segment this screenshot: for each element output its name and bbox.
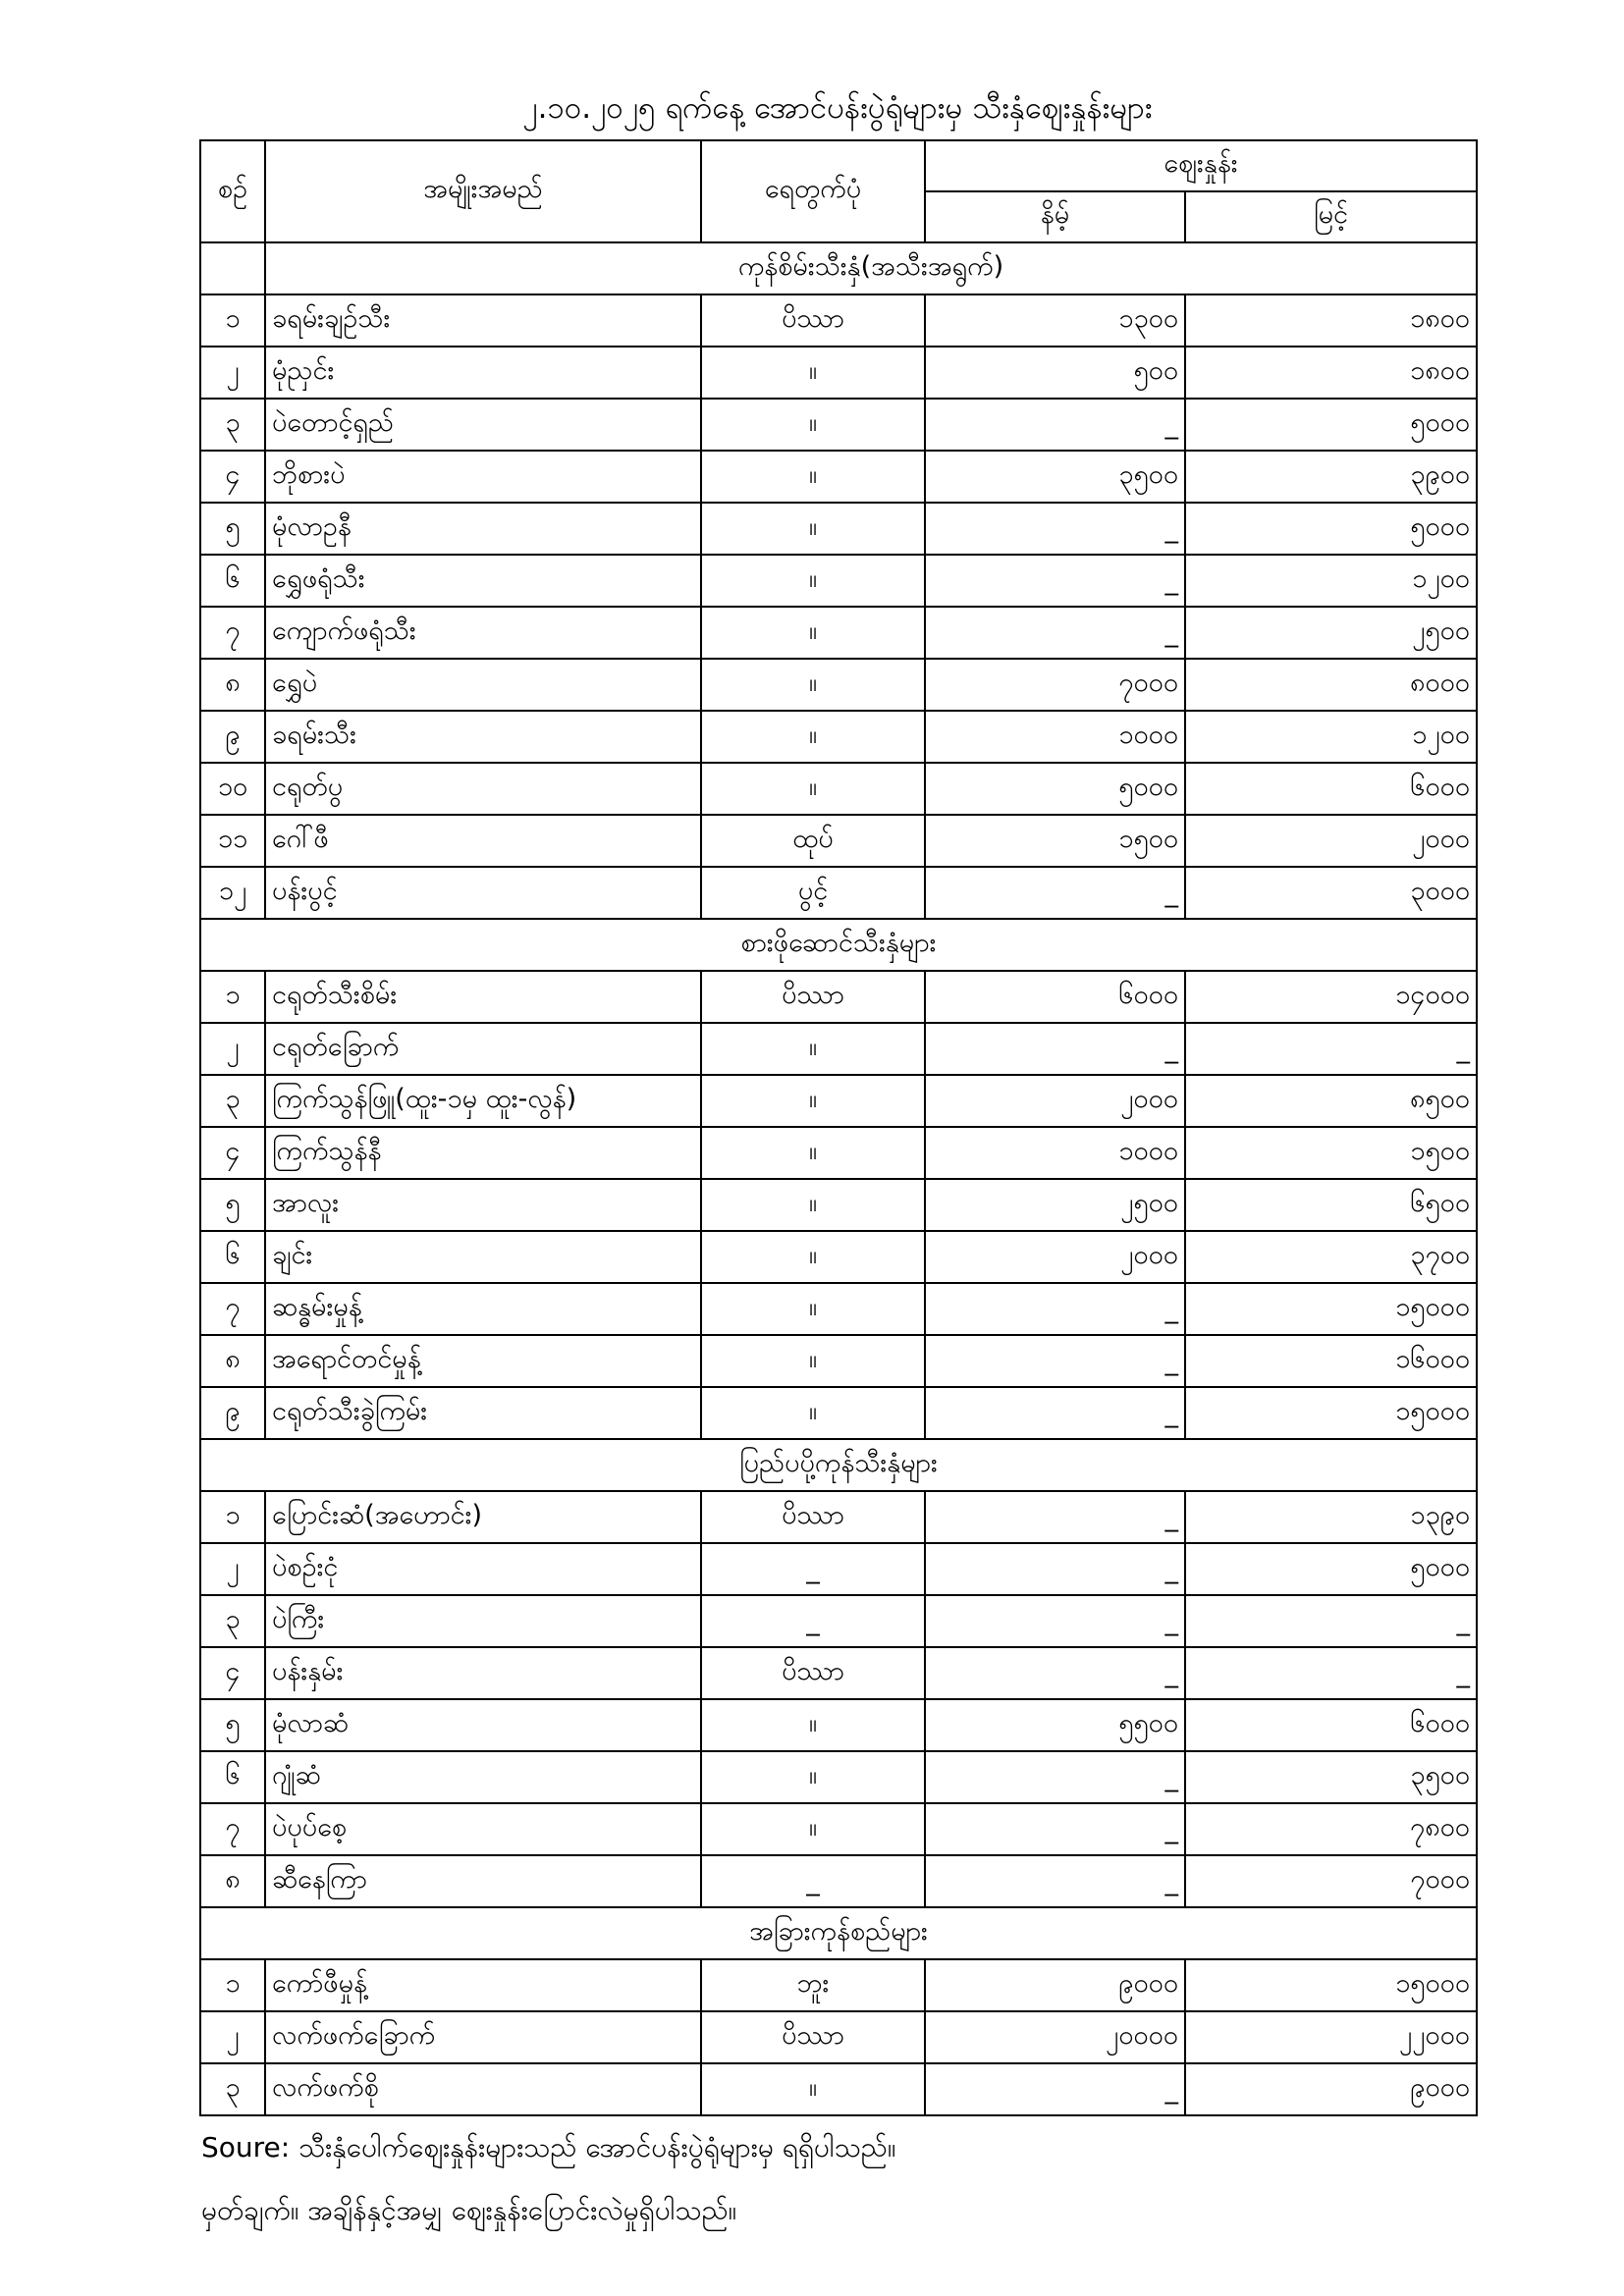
price-high: ၇၈၀၀ [1185,1803,1477,1855]
row-number: ၃ [200,1075,265,1127]
unit: ။ [701,1179,925,1231]
price-high: ၁၅၀၀၀ [1185,1959,1477,2011]
section-row [200,1907,1477,1959]
price-low: ၁၀၀၀ [925,711,1185,763]
row-number: ၄ [200,451,265,503]
price-low: ၇၀၀၀ [925,659,1185,711]
table-row [200,1959,1477,2011]
price-high: ၁၅၀၀၀ [1185,1387,1477,1439]
section-row [200,242,1477,294]
header-name: အမျိုးအမည် [265,140,701,242]
price-low: _ [925,1803,1185,1855]
unit: ။ [701,503,925,555]
item-name: မုံလာဆံ [265,1699,701,1751]
row-number: ၆ [200,1751,265,1803]
row-number: ၁၂ [200,867,265,919]
section-title: ပြည်ပပို့ကုန်သီးနှံများ [200,1439,1477,1491]
table-row [200,1127,1477,1179]
table-row [200,1023,1477,1075]
price-high: _ [1185,1595,1477,1647]
remark-note: မှတ်ချက်။ အချိန်နှင့်အမျှ ဈေးနှုန်းပြောင်းလဲမှုရှိပါသည်။ [201,2194,737,2226]
item-name: ပဲစဉ်းငုံ [265,1543,701,1595]
price-low: _ [925,1023,1185,1075]
row-number: ၅ [200,503,265,555]
row-number: ၁ [200,971,265,1023]
section-row [200,919,1477,971]
unit: ။ [701,1283,925,1335]
table-row [200,1283,1477,1335]
price-low: ၁၀၀၀ [925,1127,1185,1179]
price-high: ၃၅၀၀ [1185,1751,1477,1803]
section-title: စားဖိုဆောင်သီးနှံများ [200,919,1477,971]
item-name: ပဲတောင့်ရှည် [265,399,701,451]
row-number: ၂ [200,1543,265,1595]
unit: ပိဿာ [701,1491,925,1543]
table-row [200,399,1477,451]
section-blank-cell [200,242,265,294]
price-high: ၆၅၀၀ [1185,1179,1477,1231]
table-row [200,347,1477,399]
unit: ။ [701,763,925,815]
row-number: ၁ [200,1959,265,2011]
unit: ။ [701,1335,925,1387]
item-name: ပန်းပွင့် [265,867,701,919]
price-high: ၂၅၀၀ [1185,607,1477,659]
table-row [200,1595,1477,1647]
unit: _ [701,1595,925,1647]
price-high: ၁၅၀၀၀ [1185,1283,1477,1335]
price-low: ၅၅၀၀ [925,1699,1185,1751]
row-number: ၃ [200,399,265,451]
item-name: အာလူး [265,1179,701,1231]
table-row [200,659,1477,711]
unit: ။ [701,1751,925,1803]
table-row [200,503,1477,555]
item-name: ပြောင်းဆံ(အဟောင်း) [265,1491,701,1543]
table-row [200,555,1477,607]
table-row [200,1543,1477,1595]
table-row [200,1335,1477,1387]
price-low: ၆၀၀၀ [925,971,1185,1023]
unit: ပိဿာ [701,971,925,1023]
item-name: ငရုတ်သီးခွဲကြမ်း [265,1387,701,1439]
row-number: ၈ [200,1855,265,1907]
price-low: ၅၀၀၀ [925,763,1185,815]
price-low: _ [925,399,1185,451]
row-number: ၁၁ [200,815,265,867]
table-row [200,1231,1477,1283]
price-low: ၂၀၀၀ [925,1075,1185,1127]
source-note: Soure: သီးနှံပေါက်ဈေးနှုန်းများသည် အောင်ပန်းပွဲရုံများမှ ရရှိပါသည်။ [201,2131,896,2163]
table-row [200,711,1477,763]
table-row [200,607,1477,659]
unit: ။ [701,607,925,659]
unit: ။ [701,1699,925,1751]
row-number: ၆ [200,555,265,607]
price-low: _ [925,555,1185,607]
unit: ။ [701,1075,925,1127]
row-number: ၃ [200,2063,265,2115]
row-number: ၈ [200,659,265,711]
item-name: ချင်း [265,1231,701,1283]
item-name: ရွှေဖရုံသီး [265,555,701,607]
price-low: _ [925,1491,1185,1543]
row-number: ၇ [200,1283,265,1335]
page-title: ၂.၁၀.၂၀၂၅ ရက်နေ့ အောင်ပန်းပွဲရုံများမှ သီးနှံဈေးနှုန်းများ [522,90,1153,126]
unit: ။ [701,347,925,399]
item-name: ပန်းနှမ်း [265,1647,701,1699]
unit: ပိဿာ [701,294,925,347]
unit: ။ [701,451,925,503]
table-row [200,1387,1477,1439]
item-name: ခရမ်းသီး [265,711,701,763]
price-low: ၉၀၀၀ [925,1959,1185,2011]
unit: ပွင့် [701,867,925,919]
item-name: မုံလာဥနီ [265,503,701,555]
price-high: ၈၀၀၀ [1185,659,1477,711]
unit: ။ [701,399,925,451]
price-low: _ [925,1543,1185,1595]
unit: ။ [701,1231,925,1283]
price-low: ၂၀၀၀၀ [925,2011,1185,2063]
price-high: _ [1185,1647,1477,1699]
row-number: ၂ [200,347,265,399]
price-high: ၃၇၀၀ [1185,1231,1477,1283]
row-number: ၆ [200,1231,265,1283]
price-high: _ [1185,1023,1477,1075]
price-high: ၅၀၀၀ [1185,399,1477,451]
table-row [200,294,1477,347]
table-row [200,971,1477,1023]
unit: ။ [701,1023,925,1075]
table-row [200,1803,1477,1855]
item-name: ကျောက်ဖရုံသီး [265,607,701,659]
item-name: ရွှေပဲ [265,659,701,711]
row-number: ၄ [200,1127,265,1179]
price-low: _ [925,1283,1185,1335]
price-low: ၅၀၀ [925,347,1185,399]
header-low: နိမ့် [925,191,1185,242]
unit: ။ [701,555,925,607]
unit: ။ [701,1387,925,1439]
price-high: ၁၅၀၀ [1185,1127,1477,1179]
price-high: ၂၂၀၀၀ [1185,2011,1477,2063]
row-number: ၇ [200,1803,265,1855]
price-high: ၁၈၀၀ [1185,347,1477,399]
unit: ။ [701,1803,925,1855]
price-high: ၁၈၀၀ [1185,294,1477,347]
row-number: ၉ [200,711,265,763]
table-row [200,763,1477,815]
table-row [200,1855,1477,1907]
table-row [200,1075,1477,1127]
price-low: _ [925,867,1185,919]
unit: ။ [701,659,925,711]
price-high: ၇၀၀၀ [1185,1855,1477,1907]
section-title: ကုန်စိမ်းသီးနှံ(အသီးအရွက်) [265,242,1477,294]
row-number: ၂ [200,2011,265,2063]
price-high: ၅၀၀၀ [1185,1543,1477,1595]
item-name: အရောင်တင်မှုန့် [265,1335,701,1387]
price-low: _ [925,1387,1185,1439]
section-title: အခြားကုန်စည်များ [200,1907,1477,1959]
price-low: _ [925,1751,1185,1803]
row-number: ၁ [200,1491,265,1543]
price-low: ၂၀၀၀ [925,1231,1185,1283]
price-low: ၁၃၀၀ [925,294,1185,347]
item-name: ကြက်သွန်နီ [265,1127,701,1179]
header-no: စဉ် [200,140,265,242]
price-high: ၁၄၀၀၀ [1185,971,1477,1023]
item-name: ကြက်သွန်ဖြူ(ထူး-၁မှ ထူး-လွန်) [265,1075,701,1127]
table-row [200,1491,1477,1543]
section-row [200,1439,1477,1491]
item-name: ငရုတ်ခြောက် [265,1023,701,1075]
price-low: _ [925,607,1185,659]
price-table [199,139,1478,2116]
item-name: ဘိုစားပဲ [265,451,701,503]
row-number: ၈ [200,1335,265,1387]
price-low: _ [925,2063,1185,2115]
table-row [200,451,1477,503]
item-name: ပဲကြီး [265,1595,701,1647]
table-row [200,2011,1477,2063]
table-row [200,2063,1477,2115]
table-row [200,1179,1477,1231]
price-low: ၃၅၀၀ [925,451,1185,503]
price-high: ၁၆၀၀၀ [1185,1335,1477,1387]
item-name: ဆန္ဓမ်းမှုန့် [265,1283,701,1335]
price-high: ၃၉၀၀ [1185,451,1477,503]
price-high: ၁၃၉၀ [1185,1491,1477,1543]
unit: _ [701,1543,925,1595]
table-row [200,1699,1477,1751]
row-number: ၁၀ [200,763,265,815]
item-name: ပဲပုပ်စေ့ [265,1803,701,1855]
price-low: ၁၅၀၀ [925,815,1185,867]
row-number: ၁ [200,294,265,347]
price-high: ၆၀၀၀ [1185,763,1477,815]
item-name: မုံညှင်း [265,347,701,399]
unit: _ [701,1855,925,1907]
item-name: ခရမ်းချဉ်သီး [265,294,701,347]
price-low: _ [925,1595,1185,1647]
item-name: ငရုတ်ပွ [265,763,701,815]
price-low: _ [925,503,1185,555]
unit: ။ [701,2063,925,2115]
table-row [200,1647,1477,1699]
unit: ဘူး [701,1959,925,2011]
row-number: ၉ [200,1387,265,1439]
item-name: လက်ဖက်စို [265,2063,701,2115]
unit: ပိဿာ [701,2011,925,2063]
item-name: ဂေါ်ဖီ [265,815,701,867]
item-name: လက်ဖက်ခြောက် [265,2011,701,2063]
price-high: ၃၀၀၀ [1185,867,1477,919]
row-number: ၃ [200,1595,265,1647]
row-number: ၇ [200,607,265,659]
table-row [200,867,1477,919]
price-high: ၆၀၀၀ [1185,1699,1477,1751]
header-row-top [200,140,1477,191]
unit: ။ [701,1127,925,1179]
header-high: မြင့် [1185,191,1477,242]
row-number: ၅ [200,1699,265,1751]
price-high: ၉၀၀၀ [1185,2063,1477,2115]
price-high: ၈၅၀၀ [1185,1075,1477,1127]
unit: ပိဿာ [701,1647,925,1699]
table-row [200,815,1477,867]
price-high: ၁၂၀၀ [1185,711,1477,763]
row-number: ၂ [200,1023,265,1075]
row-number: ၅ [200,1179,265,1231]
table-row [200,1751,1477,1803]
item-name: ဆီနေကြာ [265,1855,701,1907]
price-high: ၁၂၀၀ [1185,555,1477,607]
unit: ။ [701,711,925,763]
header-price: ဈေးနှုန်း [925,140,1477,191]
price-high: ၅၀၀၀ [1185,503,1477,555]
item-name: ဂျုံဆံ [265,1751,701,1803]
item-name: ကော်ဖီမှုန့် [265,1959,701,2011]
price-high: ၂၀၀၀ [1185,815,1477,867]
row-number: ၄ [200,1647,265,1699]
header-unit: ရေတွက်ပုံ [701,140,925,242]
unit: ထုပ် [701,815,925,867]
price-low: _ [925,1335,1185,1387]
price-low: _ [925,1855,1185,1907]
item-name: ငရုတ်သီးစိမ်း [265,971,701,1023]
price-low: ၂၅၀၀ [925,1179,1185,1231]
price-low: _ [925,1647,1185,1699]
